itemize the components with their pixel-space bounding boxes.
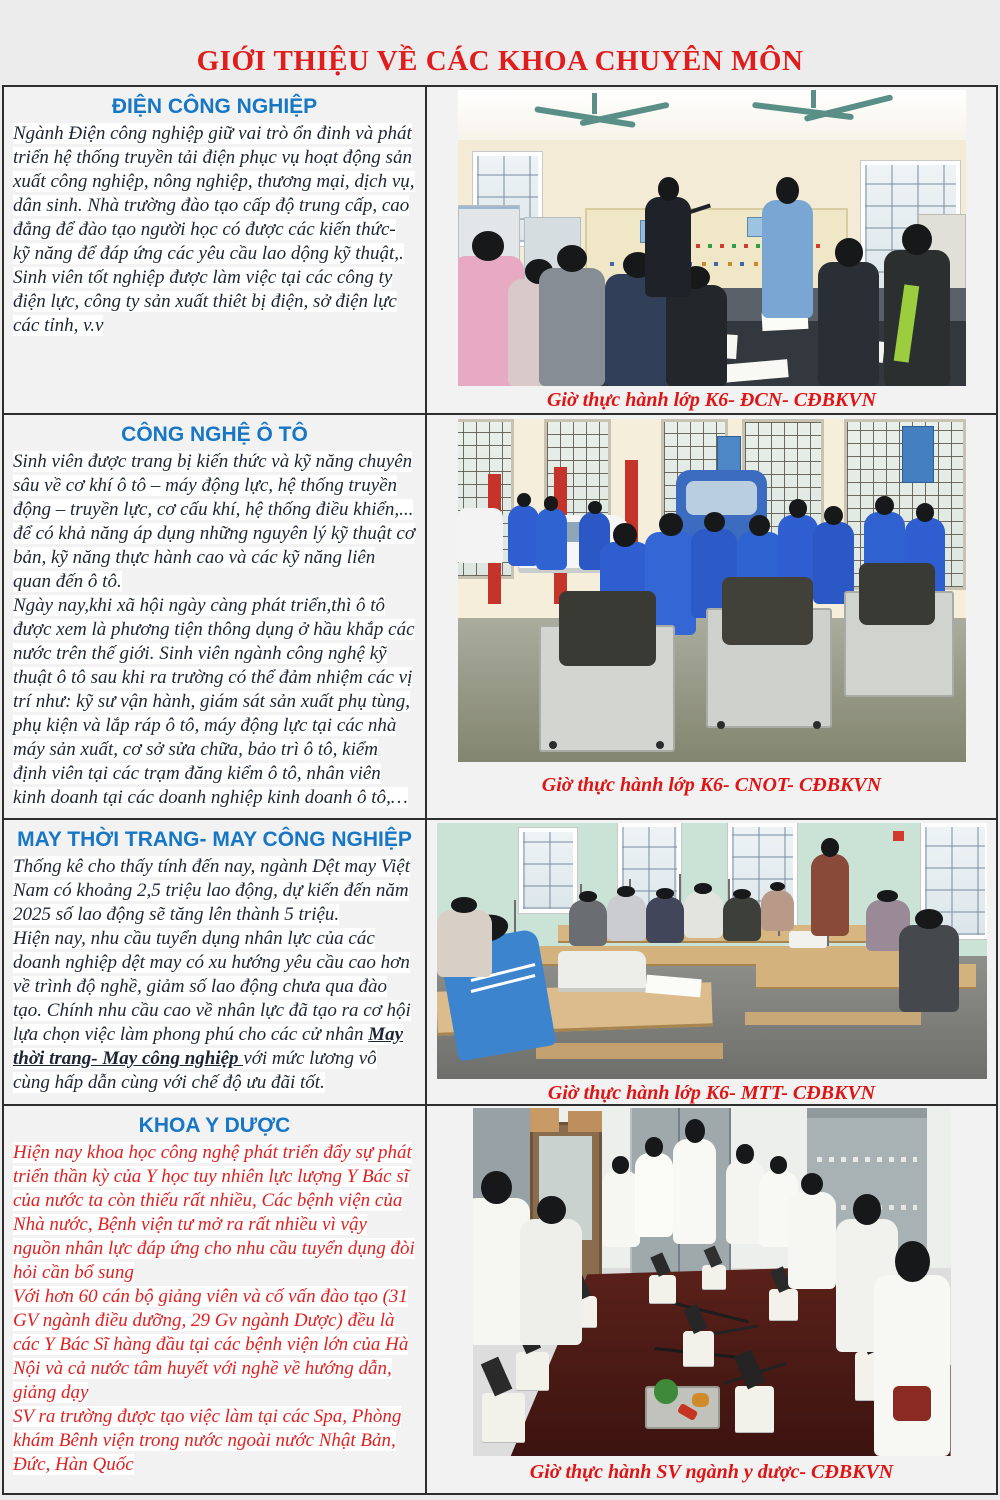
row-dien-cong-nghiep (4, 87, 996, 413)
instructor-figure-labcoat (673, 1139, 716, 1243)
emphasis-may-thoi-trang: May thời trang- May công nghiệp (13, 1024, 404, 1069)
section-paragraph: Ngày nay,khi xã hội ngày càng phát triển,thì ô tô được xem là phương tiện thông dụng ở hầu khắp các nước trên thế giới. Sinh viên ngành công nghệ kỹ thuật ô tô sau khi ra trường có thể đảm nhiệm các vị trí như: kỹ sư vận hành, giám sát sản xuất phụ tùng, phụ kiện và lắp ráp ô tô, máy động lực tại các nhà máy sản xuất, cơ sở sửa chữa, bảo trì ô tô, kiểm định viên tại các trạm đăng kiểm ô tô, nhân viên kinh doanh tại các doanh nghiệp kinh doanh ô tô,… (13, 595, 415, 808)
student-figure-labcoat-front (874, 1275, 950, 1456)
instructor-figure-maroon (811, 854, 850, 936)
page-title: GIỚI THIỆU VỀ CÁC KHOA CHUYÊN MÔN (196, 45, 804, 77)
green-pepper (654, 1379, 678, 1403)
microscope (683, 1331, 714, 1366)
section-heading-dien-cong-nghiep: ĐIỆN CÔNG NGHIỆP (111, 95, 318, 118)
photo-caption: Giờ thực hành lớp K6- ĐCN- CĐBKVN (546, 389, 877, 411)
wall-marker-red (893, 831, 904, 841)
white-car (458, 508, 504, 563)
section-paragraph: Thống kê cho thấy tính đến nay, ngành Dệt may Việt Nam có khoảng 2,5 triệu lao động, dự kiến đến năm 2025 số lao động sẽ tăng lên thành 5 triệu. (13, 856, 410, 925)
photo-automotive-workshop (458, 419, 966, 762)
row-may-thoi-trang (4, 818, 996, 1104)
student-figure (607, 895, 646, 941)
carrot-piece (692, 1393, 708, 1407)
cart-wheel (717, 721, 725, 729)
microscope (702, 1265, 726, 1289)
student-figure-blue-standing (762, 200, 813, 318)
cell-text-cong-nghe-o-to (4, 415, 427, 818)
cart-wheel (813, 721, 821, 729)
photo-caption: Giờ thực hành SV ngành y dược- CĐBKVN (529, 1461, 894, 1483)
engine-block (859, 563, 935, 625)
microscope (769, 1289, 798, 1320)
section-paragraph: Ngành Điện công nghiệp giữ vai trò ổn đinh và phát triển hệ thống truyền tải điện phục vụ hoạt động sản xuất công nghiệp, nông nghiệp, thương mại, dịch vụ, dân sinh. Nhà trường đào tạo cấp độ trung cấp, cao đẳng để đào tạo người học có được các kiến thức- kỹ năng để đáp ứng các yêu cầu lao dộng kỹ thuật,. Sinh viên tốt nghiệp được làm việc tại các công ty điện lực, công ty sản xuất thiêt bị điện, sở điện lực các tỉnh, v.v (13, 123, 415, 336)
student-figure-labcoat (635, 1153, 673, 1237)
microscope (482, 1393, 525, 1442)
row-khoa-y-duoc (4, 1104, 996, 1493)
section-heading-cong-nghe-o-to: CÔNG NGHỆ Ô TÔ (121, 423, 308, 446)
storage-box (530, 1108, 559, 1132)
maroon-sleeve (893, 1386, 931, 1421)
student-figure (761, 890, 794, 931)
engine-block (722, 577, 813, 646)
student-figure-labcoat (788, 1192, 836, 1289)
student-figure (646, 897, 685, 943)
student-figure (723, 897, 762, 941)
section-paragraph: Hiện nay khoa học công nghệ phát triển đẩy sự phát triển thần kỳ của Y học tuy nhiên lực lượng Y Bác sĩ của nước ta còn thiếu rất nhiều, Các bệnh viện của Nhà nước, Bệnh viện tư mở ra rất nhiều vì vậy nguồn nhân lực đáp ứng cho nhu cầu tuyển dụng đòi hỏi cần bổ sung (13, 1142, 415, 1283)
ceiling-fan-rod (811, 90, 816, 108)
window (519, 828, 577, 913)
student-figure (437, 910, 492, 977)
cell-photo-khoa-y-duoc (427, 1106, 996, 1493)
section-paragraph: Với hơn 60 cán bộ giảng viên và cố vấn đào tạo (31 GV ngành điều dưỡng, 29 Gv ngành Dược) đều là các Y Bác Sĩ hàng đầu tại các bệnh viện lớn của Hà Nội và cả nước tâm huyết với nghề về hướng dẫn, giảng dạy (13, 1286, 409, 1403)
section-paragraph: SV ra trường được tạo việc làm tại các Spa, Phòng khám Bênh viện trong nước ngoài nước Nhật Bản, Đức, Hàn Quốc (13, 1406, 402, 1475)
microscope (516, 1352, 549, 1390)
wall-poster (902, 426, 934, 483)
student-figure-labcoat (520, 1219, 582, 1344)
cell-photo-cong-nghe-o-to (427, 415, 996, 818)
cell-text-khoa-y-duoc (4, 1106, 427, 1493)
cabinet-shelf-bottles (817, 1157, 917, 1162)
student-figure (899, 925, 960, 1012)
cell-photo-may-thoi-trang (427, 820, 996, 1104)
student-figure (684, 892, 723, 938)
student-figure-black (666, 285, 727, 386)
title-bar (0, 0, 1000, 85)
microscope (649, 1275, 675, 1303)
departments-table (2, 85, 998, 1495)
student-figure (569, 900, 608, 946)
storage-box (568, 1111, 601, 1132)
bench (745, 1012, 921, 1025)
ceiling-fan-rod (592, 93, 597, 114)
student-figure-blue (536, 508, 566, 570)
cell-text-dien-cong-nghiep (4, 87, 427, 413)
photo-caption: Giờ thực hành lớp K6- CNOT- CĐBKVN (541, 774, 882, 796)
microscope-head (481, 1356, 513, 1396)
student-figure-gray (539, 268, 605, 386)
section-paragraph: Sinh viên được trang bị kiến thức và kỹ năng chuyên sâu về cơ khí ô tô – máy động lực, hệ thống truyền động – truyền lực, cơ cấu khí, hệ thống điều khiển,... để có khả năng áp dụng những nguyên lý kỹ thuật cơ bản, kỹ năng thực hành cao và các kỹ năng liên quan đến ô tô. (13, 451, 415, 592)
photo-caption: Giờ thực hành lớp K6- MTT- CĐBKVN (547, 1082, 876, 1104)
engine-block (559, 591, 656, 666)
section-paragraph: Hiện nay, nhu cầu tuyển dụng nhân lực của các doanh nghiệp dệt may có xu hướng yêu cầu cao hơn về trình độ nghề, giảm số lao động chưa qua đào tạo. Chính nhu cầu cao về nhân lực đã tạo ra cơ hội lựa chọn việc làm phong phú cho các cử nhân May thời trang- May công nghiệp với mức lương vô cùng hấp dẫn cùng với chế độ ưu đãi tốt. (13, 928, 411, 1093)
cell-photo-dien-cong-nghiep (427, 87, 996, 413)
microscope (735, 1386, 773, 1431)
section-heading-khoa-y-duoc: KHOA Y DƯỢC (138, 1114, 291, 1137)
student-figure-green-strap (884, 250, 950, 386)
row-cong-nghe-o-to (4, 413, 996, 818)
photo-medical-pharmacy-lab (473, 1108, 951, 1456)
photo-electrical-practice-classroom (458, 90, 966, 386)
student-figure-blue (508, 505, 538, 567)
student-figure (818, 262, 879, 386)
section-heading-may-thoi-trang: MAY THỜI TRANG- MAY CÔNG NGHIỆP (17, 828, 412, 851)
truck-windshield (686, 481, 757, 515)
sewing-machine-front (558, 951, 646, 992)
photo-sewing-practice-room (437, 823, 987, 1079)
cell-text-may-thoi-trang (4, 820, 427, 1104)
bench (536, 1043, 723, 1058)
